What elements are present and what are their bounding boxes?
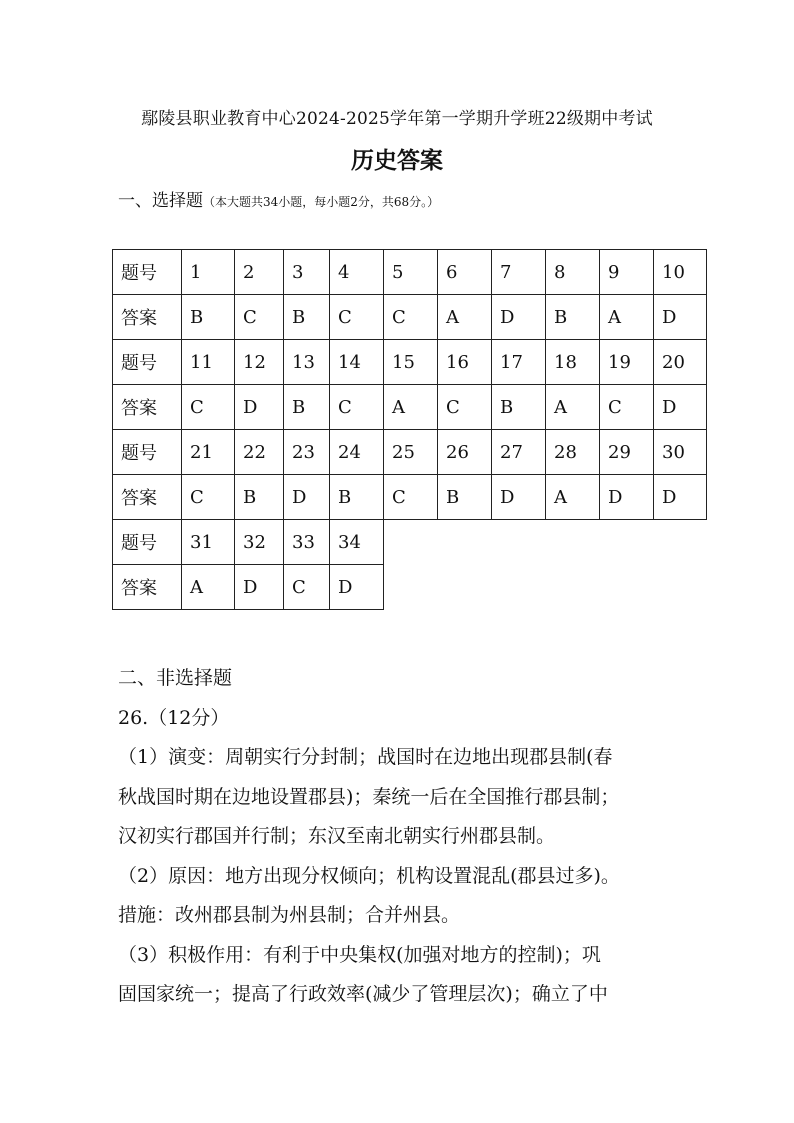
table-row <box>113 295 707 340</box>
section-choice-heading: 一、选择题 <box>118 191 203 211</box>
answer-cell: C <box>284 565 330 610</box>
row-label-cell: 答案 <box>113 385 182 430</box>
section-essay <box>118 659 708 1015</box>
row-label-cell: 题号 <box>113 340 182 385</box>
question-number-cell: 26 <box>438 430 492 475</box>
answer-table <box>112 249 707 610</box>
essay-line: 固国家统一；提高了行政效率(减少了管理层次)；确立了中 <box>118 983 608 1005</box>
document-title: 历史答案 <box>351 147 443 174</box>
answer-cell: C <box>330 385 384 430</box>
question-number-cell: 19 <box>600 340 654 385</box>
answer-cell: C <box>600 385 654 430</box>
question-number-cell: 18 <box>546 340 600 385</box>
answer-cell: A <box>182 565 235 610</box>
section-choice <box>118 186 439 211</box>
question-number-cell: 23 <box>284 430 330 475</box>
question-number-cell: 29 <box>600 430 654 475</box>
answer-cell: D <box>235 385 284 430</box>
empty-cell <box>654 565 707 610</box>
question-number-cell: 27 <box>492 430 546 475</box>
empty-cell <box>384 520 438 565</box>
essay-line: 措施：改州郡县制为州县制；合并州县。 <box>118 904 461 926</box>
answer-cell: C <box>182 385 235 430</box>
answer-cell: C <box>182 475 235 520</box>
answer-cell: C <box>438 385 492 430</box>
row-label-cell: 题号 <box>113 520 182 565</box>
question-number-cell: 5 <box>384 250 438 295</box>
answer-cell: A <box>546 475 600 520</box>
question-number-cell: 16 <box>438 340 492 385</box>
question-number-cell: 10 <box>654 250 707 295</box>
answer-cell: B <box>235 475 284 520</box>
question-number-cell: 20 <box>654 340 707 385</box>
answer-cell: B <box>182 295 235 340</box>
answer-cell: D <box>492 475 546 520</box>
question-number-cell: 25 <box>384 430 438 475</box>
essay-line: 26.（12分） <box>118 706 230 729</box>
answer-cell: B <box>330 475 384 520</box>
row-label-cell: 答案 <box>113 475 182 520</box>
question-number-cell: 12 <box>235 340 284 385</box>
question-number-cell: 30 <box>654 430 707 475</box>
answer-cell: D <box>654 385 707 430</box>
question-number-cell: 34 <box>330 520 384 565</box>
answer-cell: D <box>284 475 330 520</box>
question-number-cell: 32 <box>235 520 284 565</box>
answer-cell: D <box>654 295 707 340</box>
essay-line: （3）积极作用：有利于中央集权(加强对地方的控制)；巩 <box>118 943 601 966</box>
answer-cell: B <box>284 295 330 340</box>
answer-cell: C <box>330 295 384 340</box>
table-row <box>113 430 707 475</box>
empty-cell <box>384 565 438 610</box>
question-number-cell: 11 <box>182 340 235 385</box>
empty-cell <box>654 520 707 565</box>
row-label-cell: 题号 <box>113 430 182 475</box>
essay-line: （2）原因：地方出现分权倾向；机构设置混乱(郡县过多)。 <box>118 864 620 887</box>
answer-cell: A <box>600 295 654 340</box>
answer-cell: C <box>384 295 438 340</box>
essay-line: 秋战国时期在边地设置郡县)；秦统一后在全国推行郡县制； <box>118 785 620 808</box>
empty-cell <box>546 520 600 565</box>
answer-cell: D <box>654 475 707 520</box>
question-number-cell: 3 <box>284 250 330 295</box>
answer-cell: C <box>384 475 438 520</box>
empty-cell <box>600 565 654 610</box>
table-row <box>113 340 707 385</box>
answer-cell: D <box>492 295 546 340</box>
answer-cell: A <box>546 385 600 430</box>
answer-cell: D <box>330 565 384 610</box>
question-number-cell: 6 <box>438 250 492 295</box>
question-number-cell: 13 <box>284 340 330 385</box>
question-number-cell: 24 <box>330 430 384 475</box>
empty-cell <box>546 565 600 610</box>
answer-cell: A <box>384 385 438 430</box>
empty-cell <box>492 565 546 610</box>
question-number-cell: 21 <box>182 430 235 475</box>
empty-cell <box>600 520 654 565</box>
question-number-cell: 7 <box>492 250 546 295</box>
question-number-cell: 2 <box>235 250 284 295</box>
table-row <box>113 385 707 430</box>
answer-cell: B <box>492 385 546 430</box>
section-choice-note: （本大题共34小题，每小题2分，共68分。） <box>203 195 440 209</box>
answer-cell: B <box>438 475 492 520</box>
answer-cell: D <box>600 475 654 520</box>
question-number-cell: 15 <box>384 340 438 385</box>
question-number-cell: 31 <box>182 520 235 565</box>
answer-cell: A <box>438 295 492 340</box>
question-number-cell: 28 <box>546 430 600 475</box>
empty-cell <box>438 565 492 610</box>
question-number-cell: 1 <box>182 250 235 295</box>
essay-line: 汉初实行郡国并行制；东汉至南北朝实行州郡县制。 <box>118 825 556 847</box>
answer-cell: B <box>546 295 600 340</box>
answer-cell: C <box>235 295 284 340</box>
question-number-cell: 14 <box>330 340 384 385</box>
table-row <box>113 520 707 565</box>
section-essay-heading: 二、非选择题 <box>118 667 233 689</box>
question-number-cell: 8 <box>546 250 600 295</box>
answer-cell: B <box>284 385 330 430</box>
empty-cell <box>438 520 492 565</box>
table-row <box>113 565 707 610</box>
question-number-cell: 33 <box>284 520 330 565</box>
essay-line: （1）演变：周朝实行分封制；战国时在边地出现郡县制(春 <box>118 746 613 768</box>
row-label-cell: 答案 <box>113 565 182 610</box>
row-label-cell: 题号 <box>113 250 182 295</box>
answer-cell: D <box>235 565 284 610</box>
table-row <box>113 250 707 295</box>
row-label-cell: 答案 <box>113 295 182 340</box>
question-number-cell: 17 <box>492 340 546 385</box>
question-number-cell: 9 <box>600 250 654 295</box>
empty-cell <box>492 520 546 565</box>
question-number-cell: 22 <box>235 430 284 475</box>
table-row <box>113 475 707 520</box>
question-number-cell: 4 <box>330 250 384 295</box>
exam-header: 鄢陵县职业教育中心2024-2025学年第一学期升学班22级期中考试 <box>141 109 653 129</box>
